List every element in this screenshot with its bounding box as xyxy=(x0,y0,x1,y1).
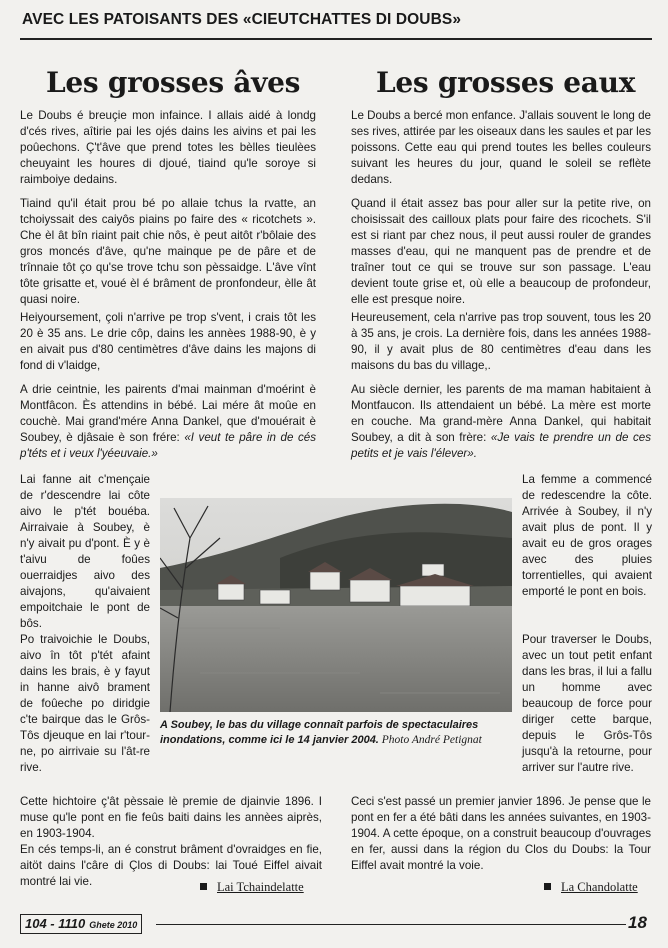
left-quote: «I veut te pâre in de cés p'téts et i veux l'yéeuvaie.» xyxy=(20,431,316,460)
right-paragraph-5: La femme a commencé de redescendre la côte. Arrivée à Soubey, il n'y avait plus de pont. Il y avait eu de gros orages avec des pluies torrentielles, qui avaient emporté le pont en bois. xyxy=(522,473,652,598)
right-paragraph-3: Heureusement, cela n'arrive pas trop souvent, tous les 20 à 35 ans, je crois. La dernière fois, dans les années 1988-90, il y avait plus de 80 centimètres d'eau dans les maisons du bas du village,. xyxy=(351,311,651,372)
issue-number: 104 - 1110 xyxy=(25,916,86,931)
right-paragraph-4-text: Au siècle dernier, les parents de ma maman habitaient à Montfaucon. Ils attendaient un bébé. La mère est morte en couche. Ma grand-mère Anna Dankel, qui habitait Soubey, a dit à son frère: xyxy=(351,383,651,444)
left-paragraph-5: Lai fanne ait c'mençaie de r'descendre lai côte aivo le p'tét bouéba. Airraivaie à Soubey, è n'y aivait pu d'pont. È y è t'aivu de foûes ouerraidjes aivo des aivajons, qu'aivaient empoitchaie le pont de bôs. xyxy=(20,473,150,630)
issue-season: Ghete 2010 xyxy=(89,920,138,930)
page-number: 18 xyxy=(628,913,647,932)
right-paragraph-4 xyxy=(351,382,651,462)
section-kicker: AVEC LES PATOISANTS DES «CIEUTCHATTES DI DOUBS» xyxy=(22,11,462,28)
bottom-rule xyxy=(156,924,626,925)
left-paragraph-7: Cette hichtoire ç'ât pèssaie lè premie de djainvie 1896. I muse qu'le pont en fie feûs baiti dains les annèes aiprès, en 1903-1904. xyxy=(20,795,322,840)
photo-caption-text: A Soubey, le bas du village connaît parfois de spectaculaires inondations, comme ici le 14 janvier 2004. xyxy=(160,719,479,746)
photo-caption xyxy=(160,718,512,748)
right-quote: «Je vais te prendre un de ces petits et je vais l'élever». xyxy=(351,431,651,460)
issue-box xyxy=(20,914,142,934)
flood-photo-image xyxy=(160,498,512,712)
right-signature xyxy=(544,880,638,895)
bullet-square-icon xyxy=(200,883,207,890)
left-signature xyxy=(200,880,304,895)
left-paragraph-4 xyxy=(20,382,316,462)
right-paragraph-7: Ceci s'est passé un premier janvier 1896. Je pense que le pont en fer a été bâti dans les années suivantes, en 1903-1904. A cette époque, on a construit beaucoup d'ouvrages en fer, aussi dans la région du Clos du Doubs: la Tour Eiffel avait montré la voie. xyxy=(351,795,651,872)
right-signature-text: La Chandolatte xyxy=(561,880,638,894)
left-paragraph-4-text: A drie ceintnie, les pairents d'mai mainman d'moérint è Montfâcon. Ès attendins in bébé. Lai mére ât moûe en couchè. Mai grand'mére Anna Dankel, que d'mouérait è Soubey, è djâsaie è son frére: xyxy=(20,383,316,444)
top-rule xyxy=(20,38,652,40)
left-paragraph-8: En cés temps-li, an é construt brâment d'ovraidges en fie, aitöt dains l'câre di Çlos di Doubs: lai Toué Eiffel aivait montré lai vie. xyxy=(20,843,322,888)
left-signature-text: Lai Tchaindelatte xyxy=(217,880,304,894)
right-paragraph-1: Le Doubs a bercé mon enfance. J'allais souvent le long de ses rives, attirée par les oiseaux dans les saules et par les poissons. Cette eau qui prend toutes les belles couleurs suivant les heures du jour, quand le soleil se reflète dedans. xyxy=(351,109,651,186)
right-paragraph-2: Quand il était assez bas pour aller sur la petite rive, on choisissait des cailloux plats pour faire des ricochets. S'il est si riant par chez nous, il peut aussi rouler de grandes masses d'eau, qui ne manquent pas de prendre et de traîner tout ce qui se trouve sur son passage. L'eau devient toute grise et, où elle a beaucoup de profondeur, elle est presque noire. xyxy=(351,197,651,306)
left-paragraph-1: Le Doubs é breuçie mon infaince. I allais aidé à londg d'cés rives, aîtirie pai les ojés dains les aivins et pai les poûechons. Ç't'âve que prend totes les bèlles tieulèes cheuyaint les houres di djoué, tiaind qu'le soroye si raimboiye dedains. xyxy=(20,109,316,186)
left-headline: Les grosses âves xyxy=(46,66,301,99)
flood-photo xyxy=(160,498,512,712)
right-paragraph-6: Pour traverser le Doubs, avec un tout petit enfant dans les bras, il lui a fallu un homme avec beaucoup de force pour diriger cette barque, depuis le Grôs-Tôs jusqu'à la retourne, pour arriver sur l'autre rive. xyxy=(522,633,652,774)
left-paragraph-6: Po traivoichie le Doubs, aivo în tôt p'tét afaint dains les brais, è y fayut in hanne aivô brament de foûeche po diridgie c'te bairque das le Grôs-Tôs djeuque en lai r'tour-ne, po airrivaie su l'ât-re rive. xyxy=(20,633,150,774)
left-paragraph-3: Heiyoursement, çoli n'arrive pe trop s'vent, i crais tôt les 20 è 35 ans. Le drie côp, dains les annèes 1988-90, è y en aivait pus d'80 centimètres d'âve dains les majons di fond di v'laidge, xyxy=(20,311,316,372)
photo-credit: Photo André Petignat xyxy=(378,734,482,746)
right-headline: Les grosses eaux xyxy=(376,66,636,99)
left-paragraph-2: Tiaind qu'il était prou bé po allaie tchus la rvatte, an tchoiyssait des caiyôs piains po faire des « ricotchets ». Che èl ât bîn riaint pait chie nôs, è peut aitôt r'bôlaie des gros moncés d'âve, qu'ne mainque pe de pâre et de trînnaie tôt ço qu'se trove tchu son pèssaidge. L'âve vînt tôte grisatte et, voué èl é brâment de pronfondeur, èlle ât quasi noire. xyxy=(20,197,316,306)
bullet-square-icon xyxy=(544,883,551,890)
